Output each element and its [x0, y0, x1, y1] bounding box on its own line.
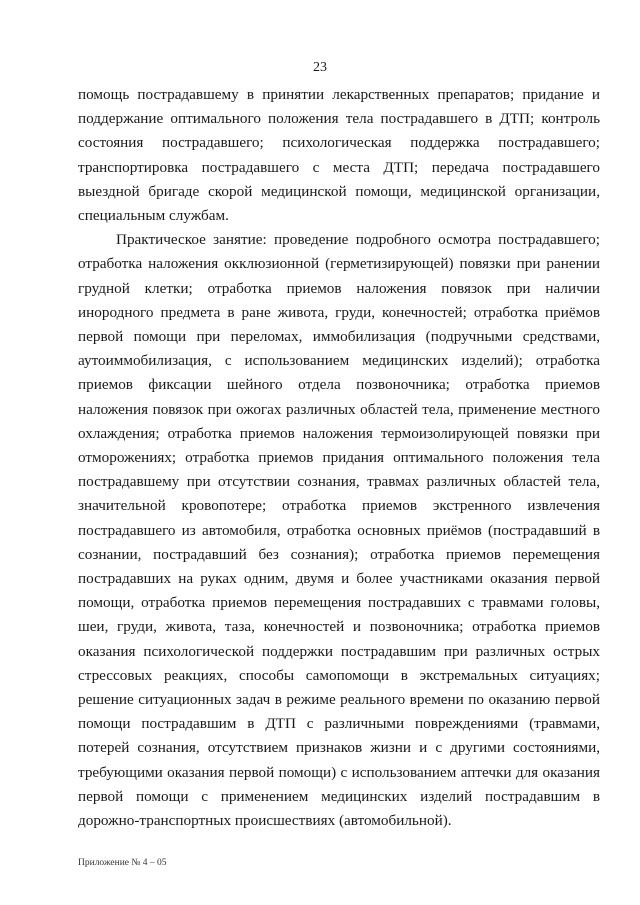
paragraph-practical-session: Практическое занятие: проведение подробного осмотра пострадавшего; отработка наложения окклюзионной (герметизирующей) повязки при ранении грудной клетки; отработка приемов наложения повязок при наличии инородного предмета в ране живота, груди, конечностей; отработка приёмов первой помощи при переломах, иммобилизация (подручными средствами, аутоиммобилизация, с использованием медицинских изделий); отработка приемов фиксации шейного отдела позвоночника; отработка приемов наложения повязок при ожогах различных областей тела, применение местного охлаждения; отработка приемов наложения термоизолирующей повязки при отморожениях; отработка приемов придания оптимального положения тела пострадавшему при отсутствии сознания, травмах различных областей тела, значительной кровопотере; отработка приемов экстренного извлечения пострадавшего из автомобиля, отработка основных приёмов (пострадавший в сознании, пострадавший без сознания); отработка приемов перемещения пострадавших на руках одним, двумя и более участниками оказания первой помощи, отработка приемов перемещения пострадавших с травмами головы, шеи, груди, живота, таза, конечностей и позвоночника; отработка приемов оказания психологической поддержки пострадавшим при различных острых стрессовых реакциях, способы самопомощи в экстремальных ситуациях; решение ситуационных задач в режиме реального времени по оказанию первой помощи пострадавшим в ДТП с различными повреждениями (травмами, потерей сознания, отсутствием признаков жизни и с другими состояниями, требующими оказания первой помощи) с использованием аптечки для оказания первой помощи с применением медицинских изделий пострадавшим в дорожно-транспортных происшествиях (автомобильной). — [78, 231, 600, 830]
paragraph-continuation: помощь пострадавшему в принятии лекарственных препаратов; придание и поддержание оптимального положения тела пострадавшего в ДТП; контроль состояния пострадавшего; психологическая поддержка пострадавшего; транспортировка пострадавшего с места ДТП; передача пострадавшего выездной бригаде скорой медицинской помощи, медицинской организации, специальным службам. — [78, 86, 600, 225]
footer-appendix-label: Приложение № 4 – 05 — [78, 858, 167, 868]
page-number: 23 — [313, 60, 327, 75]
document-body — [78, 83, 600, 833]
